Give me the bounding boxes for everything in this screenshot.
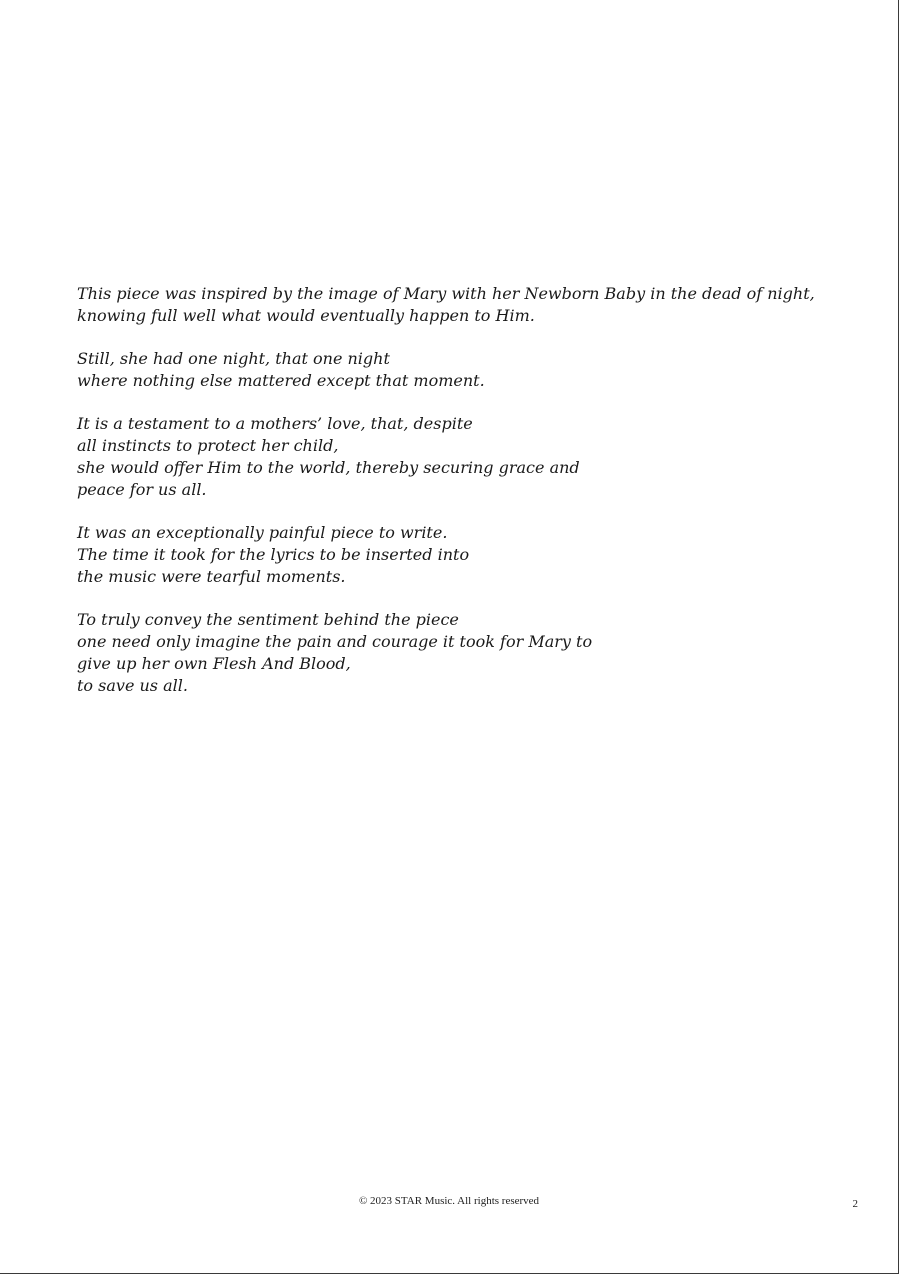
text-line: The time it took for the lyrics to be inserted into bbox=[77, 545, 470, 564]
paragraph-sentiment bbox=[77, 609, 867, 697]
text-line: one need only imagine the pain and courage it took for Mary to bbox=[77, 632, 593, 651]
text-line: the music were tearful moments. bbox=[77, 567, 346, 586]
text-line: To truly convey the sentiment behind the piece bbox=[77, 610, 459, 629]
text-line: It was an exceptionally painful piece to write. bbox=[77, 523, 448, 542]
paragraph-one-night bbox=[77, 348, 867, 392]
paragraph-testament bbox=[77, 413, 867, 501]
copyright-notice: © 2023 STAR Music. All rights reserved bbox=[358, 1195, 540, 1207]
text-line: peace for us all. bbox=[77, 480, 207, 499]
text-line: This piece was inspired by the image of Mary with her Newborn Baby in the dead of night, bbox=[77, 284, 815, 303]
text-line: Still, she had one night, that one night bbox=[77, 349, 390, 368]
text-line: all instincts to protect her child, bbox=[77, 436, 339, 455]
page-number: 2 bbox=[852, 1198, 858, 1210]
text-line: where nothing else mattered except that moment. bbox=[77, 371, 485, 390]
text-line: to save us all. bbox=[77, 676, 188, 695]
text-line: she would offer Him to the world, thereby securing grace and bbox=[77, 458, 580, 477]
paragraph-painful-piece bbox=[77, 522, 867, 588]
text-line: give up her own Flesh And Blood, bbox=[77, 654, 351, 673]
text-line: knowing full well what would eventually happen to Him. bbox=[77, 306, 535, 325]
paragraph-inspiration bbox=[77, 283, 867, 327]
program-note bbox=[77, 283, 867, 718]
text-line: It is a testament to a mothers’ love, that, despite bbox=[77, 414, 473, 433]
